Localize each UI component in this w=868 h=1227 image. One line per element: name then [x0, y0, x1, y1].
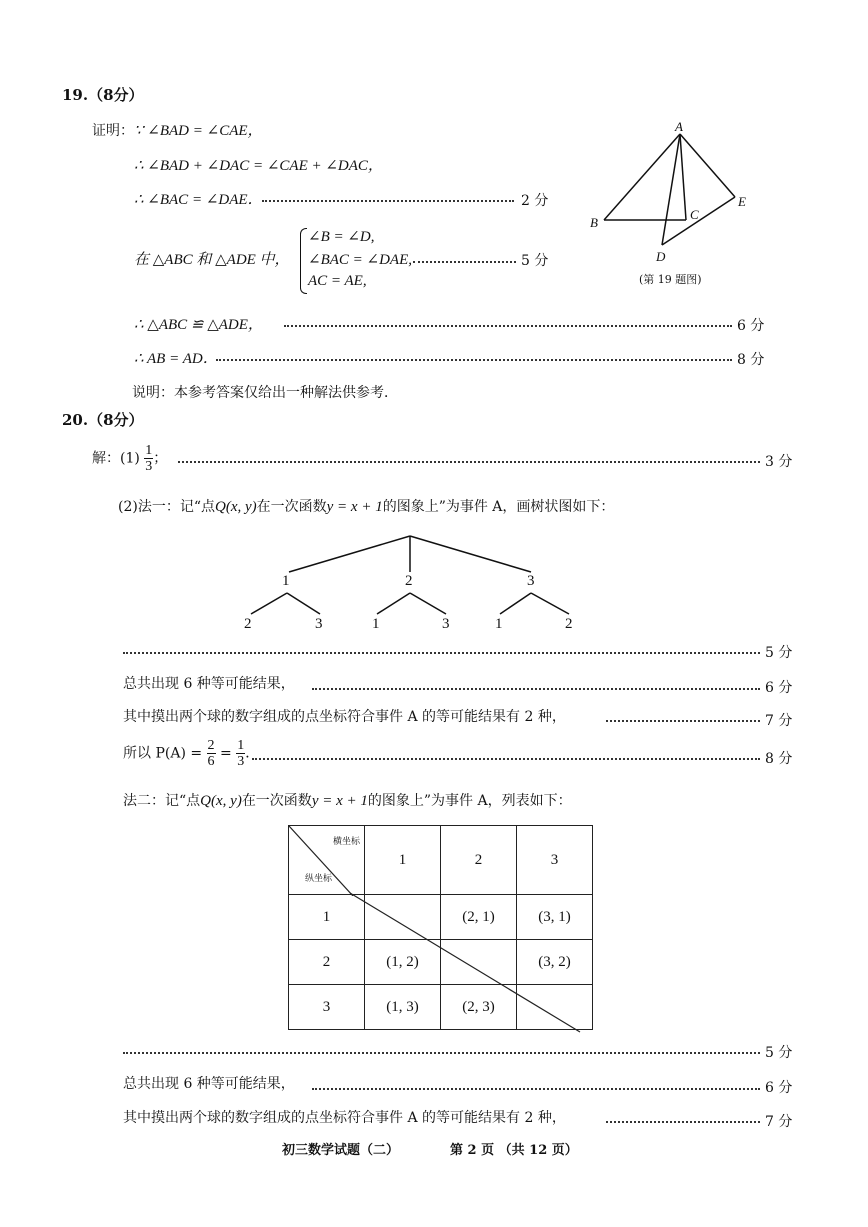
label-a: A — [675, 119, 683, 134]
tree-leaf: 2 — [244, 616, 252, 632]
q20-match1-score: 7 分 — [765, 713, 793, 729]
tree-leaf: 3 — [442, 616, 450, 632]
q20-match2: 其中摸出两个球的数字组成的点坐标符合事件 A 的等可能结果有 2 种， — [123, 1110, 566, 1126]
table-cell: (2, 3) — [441, 985, 517, 1030]
q20-total2: 总共出现 6 种等可能结果， — [123, 1076, 295, 1092]
tree-leaf: 1 — [495, 616, 503, 632]
q20-match2-score: 7 分 — [765, 1114, 793, 1130]
table-row-header: 1 — [289, 895, 365, 940]
q20-total1: 总共出现 6 种等可能结果， — [123, 676, 295, 692]
q20-total2-score: 6 分 — [765, 1080, 793, 1096]
q20-total1-score: 6 分 — [765, 680, 793, 696]
proof-label: 证明： — [92, 123, 134, 139]
table-cell: (1, 2) — [365, 940, 441, 985]
q20-method2-intro: 法二：记“点Q(x, y)在一次函数y = x + 1的图象上”为事件 A，列表如下： — [123, 793, 572, 809]
figure-caption: (第 19 题图) — [639, 273, 702, 286]
footer-subject: 初三数学试题（二） — [282, 1143, 400, 1158]
q19-line5-score: 6 分 — [737, 318, 765, 334]
q20-method1-intro: (2)法一：记“点Q(x, y)在一次函数y = x + 1的图象上”为事件 A，画树状图如下： — [118, 499, 615, 515]
label-c: C — [690, 207, 699, 222]
brace-line-3: AC = AE, — [308, 273, 367, 289]
table-col-header: 1 — [365, 826, 441, 895]
q19-note: 说明：本参考答案仅给出一种解法供参考． — [132, 385, 398, 401]
q20-match1: 其中摸出两个球的数字组成的点坐标符合事件 A 的等可能结果有 2 种， — [123, 709, 566, 725]
q19-line2: ∴ ∠BAD + ∠DAC = ∠CAE + ∠DAC， — [134, 158, 383, 174]
tree-leaf: 1 — [372, 616, 380, 632]
table-corner-y-label: 纵坐标 — [305, 874, 333, 884]
table-score: 5 分 — [765, 1045, 793, 1061]
brace-line-2: ∠BAC = ∠DAE, — [308, 252, 412, 268]
table-cell: (2, 1) — [441, 895, 517, 940]
table-leader — [123, 1052, 760, 1054]
tree-leaf: 2 — [565, 616, 573, 632]
q19-line4: 在 △ABC 和 △ADE 中， — [134, 252, 290, 268]
q19-line1-math: ∵ ∠BAD = ∠CAE， — [134, 123, 263, 139]
table-row-header: 3 — [289, 985, 365, 1030]
table-cell: (3, 1) — [517, 895, 593, 940]
label-d: D — [656, 249, 666, 264]
q19-line4-score: 5 分 — [521, 253, 549, 269]
label-b: B — [590, 215, 598, 230]
table-corner-x-label: 横坐标 — [332, 837, 360, 847]
q19-line5: ∴ △ABC ≌ △ADE， — [134, 317, 263, 333]
table-col-header: 3 — [517, 826, 593, 895]
tree-node-2: 2 — [405, 573, 413, 589]
label-e: E — [738, 194, 746, 209]
q20-match2-leader — [606, 1121, 760, 1123]
table-cell: (1, 3) — [365, 985, 441, 1030]
q19-line6-score: 8 分 — [737, 352, 765, 368]
q20-total2-leader — [312, 1088, 760, 1090]
tree-leaf: 3 — [315, 616, 323, 632]
q20-part1-score: 3 分 — [765, 454, 793, 470]
table-col-header: 2 — [441, 826, 517, 895]
tree-score: 5 分 — [765, 645, 793, 661]
q20-probability: 所以 P(A) = $\frac{2}{6}$ = $\frac{1}{3}$ ． — [123, 738, 260, 769]
q19-line6: ∴ AB = AD． — [134, 351, 218, 367]
fraction-one-third: $\frac{1}{3}$ — [145, 443, 153, 474]
q20-part1: 解：(1) $\frac{1}{3}$ ； — [92, 443, 168, 474]
q20-header: 20.（8分） — [62, 411, 144, 429]
table-cell: (3, 2) — [517, 940, 593, 985]
tree-node-1: 1 — [282, 573, 290, 589]
q20-prob-score: 8 分 — [765, 751, 793, 767]
q19-line3: ∴ ∠BAC = ∠DAE． — [134, 192, 263, 208]
tree-node-3: 3 — [527, 573, 535, 589]
q19-line3-score: 2 分 — [521, 193, 549, 209]
q19-header: 19.（8分） — [62, 86, 144, 104]
footer-page: 第 2 页 （共 12 页） — [450, 1143, 578, 1158]
table-row-header: 2 — [289, 940, 365, 985]
brace-line-1: ∠B = ∠D, — [308, 229, 375, 245]
